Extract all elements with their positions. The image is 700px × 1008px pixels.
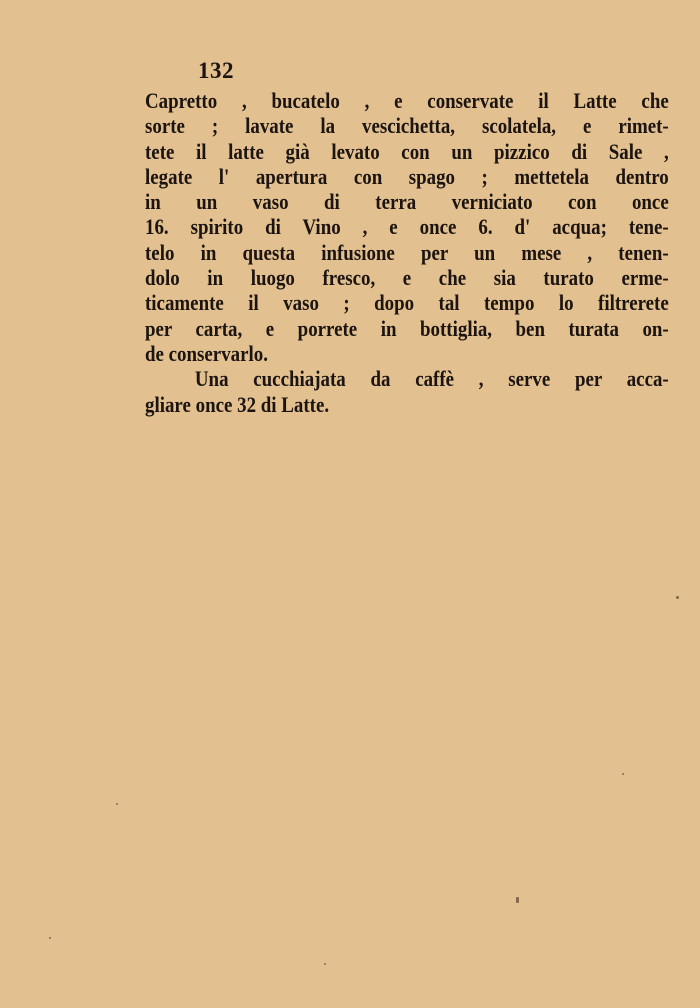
text-line: telo in questa infusione per un mese , tenen- <box>145 239 669 265</box>
text-line: per carta, e porrete in bottiglia, ben turata on- <box>145 315 669 341</box>
text-line: Capretto , bucatelo , e conservate il Latte che <box>145 88 669 113</box>
paper-speck <box>516 897 519 903</box>
text-line: sorte ; lavate la vescichetta, scolatela, e rimet- <box>145 113 669 139</box>
text-line: ticamente il vaso ; dopo tal tempo lo filtrerete <box>145 290 669 316</box>
paper-speck <box>676 596 679 599</box>
text-line: dolo in luogo fresco, e che sia turato erme- <box>145 265 669 291</box>
paper-speck <box>324 963 326 965</box>
text-line: gliare once 32 di Latte. <box>145 391 330 417</box>
text-line: Una cucchiajata da caffè , serve per acca- <box>194 366 669 392</box>
text-line: 16. spirito di Vino , e once 6. d' acqua; tene- <box>145 214 669 240</box>
body-text <box>145 88 669 417</box>
paper-speck <box>622 773 624 775</box>
paper-speck <box>116 803 118 805</box>
text-line: in un vaso di terra verniciato con once <box>145 189 669 215</box>
page-number: 132 <box>198 58 234 83</box>
paper-speck <box>49 937 51 939</box>
text-line: legate l' apertura con spago ; mettetela dentro <box>145 163 669 189</box>
text-line: tete il latte già levato con un pizzico di Sale , <box>145 138 669 164</box>
text-line: de conservarlo. <box>145 340 268 366</box>
